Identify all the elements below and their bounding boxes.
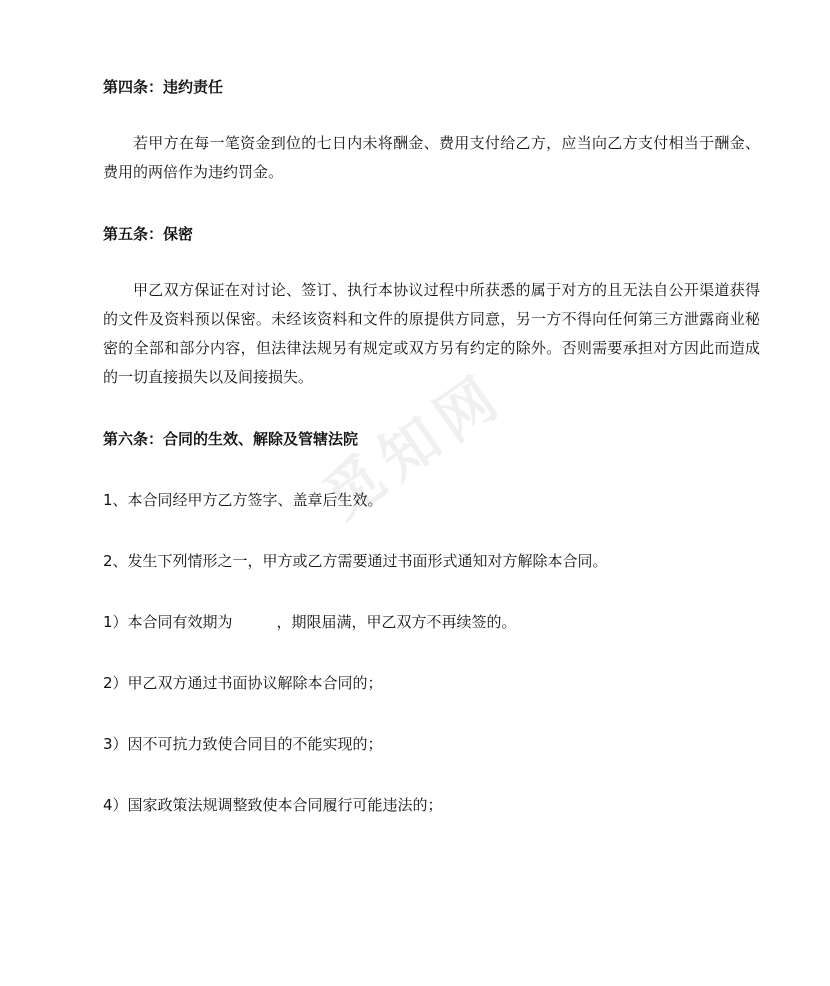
sub-clause-3: 3）因不可抗力致使合同目的不能实现的； bbox=[103, 735, 383, 753]
watermark: 觅知网 bbox=[310, 359, 518, 533]
article-5-body: 甲乙双方保证在对讨论、签订、执行本协议过程中所获悉的属于对方的且无法自公开渠道获得的文件及资料预以保密。未经该资料和文件的原提供方同意，另一方不得向任何第三方泄露商业秘密的全部和部分内容，但法律法规另有规定或双方另有约定的除外。否则需要承担对方因此而造成的一切直接损失以及间接损失。 bbox=[103, 281, 760, 386]
sub-clause-2: 2）甲乙双方通过书面协议解除本合同的； bbox=[103, 674, 383, 692]
sub-clause-4: 4）国家政策法规调整致使本合同履行可能违法的； bbox=[103, 796, 443, 814]
article-5-title: 第五条：保密 bbox=[103, 225, 194, 243]
article-4-body: 若甲方在每一笔资金到位的七日内未将酬金、费用支付给乙方，应当向乙方支付相当于酬金、费用的两倍作为违约罚金。 bbox=[103, 134, 760, 181]
sub-clause-1-before: 1）本合同有效期为 bbox=[103, 613, 233, 631]
article-4-title: 第四条：违约责任 bbox=[103, 78, 224, 96]
clause-1: 1、本合同经甲方乙方签字、盖章后生效。 bbox=[103, 491, 383, 509]
sub-clause-1-after: ，期限届满，甲乙双方不再续签的。 bbox=[276, 613, 517, 631]
clause-2: 2、发生下列情形之一，甲方或乙方需要通过书面形式通知对方解除本合同。 bbox=[103, 552, 608, 570]
sub-clause-1 bbox=[103, 609, 760, 635]
article-6-title: 第六条：合同的生效、解除及管辖法院 bbox=[103, 430, 359, 448]
